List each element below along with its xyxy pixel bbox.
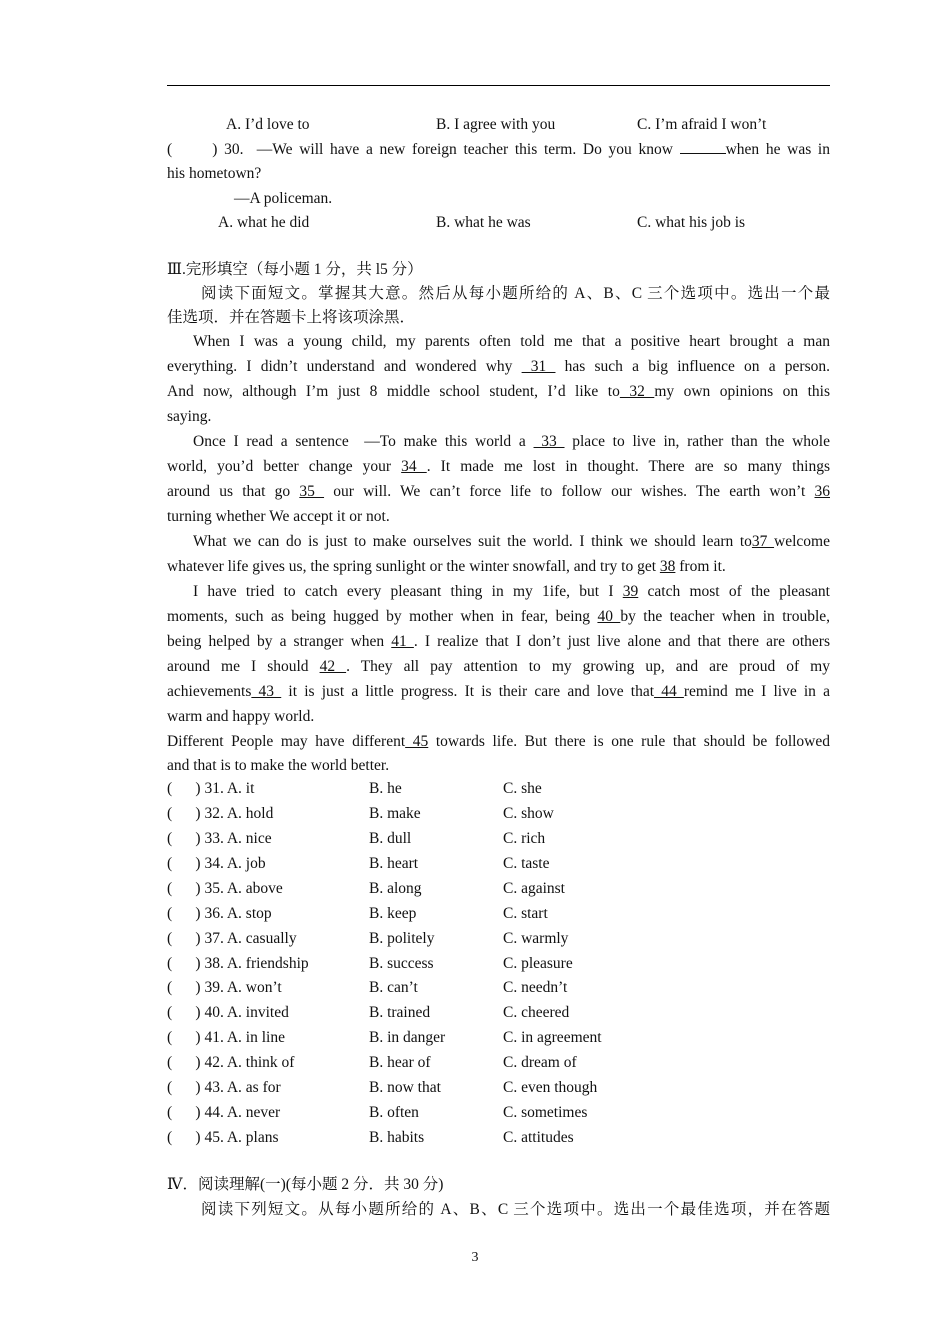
blank-33: 33 xyxy=(533,433,565,450)
q30-option-a: A. what he did xyxy=(218,214,310,231)
passage-line: achievements 43 it is just a little progress. It is their care and love that 44 remind me I live in a xyxy=(167,683,831,700)
blank-37: 37 xyxy=(751,533,775,550)
blank-42: 42 xyxy=(319,658,347,675)
question-42-num: ( ) 42. A. think of xyxy=(167,1054,295,1071)
question-38-c: C. pleasure xyxy=(503,955,573,972)
question-32-c: C. show xyxy=(503,805,554,822)
question-37-c: C. warmly xyxy=(503,930,569,947)
question-40-c: C. cheered xyxy=(503,1004,570,1021)
question-40-num: ( ) 40. A. invited xyxy=(167,1004,289,1021)
passage-line: being helped by a stranger when 41 . I realize that I don’t just live alone and that there are others xyxy=(167,633,830,650)
question-41-c: C. in agreement xyxy=(503,1029,602,1046)
question-43-b: B. now that xyxy=(369,1079,441,1096)
blank-44: 44 xyxy=(654,683,684,700)
passage-line: When I was a young child, my parents often told me that a positive heart brought a man xyxy=(193,333,830,350)
question-44-b: B. often xyxy=(369,1104,419,1121)
question-41-b: B. in danger xyxy=(369,1029,446,1046)
section3-instructions-1: 阅读下面短文。掌握其大意。然后从每小题所给的 A、B、C 三个选项中。选出一个最 xyxy=(201,285,830,302)
q30-stem-cont: his hometown? xyxy=(167,165,262,182)
passage-line: warm and happy world. xyxy=(167,708,315,725)
passage-line: What we can do is just to make ourselves suit the world. I think we should learn to37 welcome xyxy=(193,533,830,550)
question-31-num: ( ) 31. A. it xyxy=(167,780,255,797)
question-32-num: ( ) 32. A. hold xyxy=(167,805,274,822)
q30-answer: —A policeman. xyxy=(234,190,333,207)
question-34-num: ( ) 34. A. job xyxy=(167,855,266,872)
question-41-num: ( ) 41. A. in line xyxy=(167,1029,285,1046)
question-39-c: C. needn’t xyxy=(503,979,568,996)
question-45-c: C. attitudes xyxy=(503,1129,574,1146)
question-43-c: C. even though xyxy=(503,1079,598,1096)
blank-35: 35 xyxy=(299,483,325,500)
passage-line: Different People may have different 45 towards life. But there is one rule that should be followed xyxy=(167,733,831,750)
blank-34: 34 xyxy=(401,458,427,475)
question-44-c: C. sometimes xyxy=(503,1104,588,1121)
section4-instructions-1: 阅读下列短文。从每小题所给的 A、B、C 三个选项中。选出一个最佳选项，并在答题 xyxy=(201,1201,830,1218)
passage-line: saying. xyxy=(167,408,212,425)
question-39-b: B. can’t xyxy=(369,979,418,996)
q29-option-a: A. I’d love to xyxy=(226,116,310,133)
q30-stem-suffix: when he was in xyxy=(725,141,830,158)
passage-line: And now, although I’m just 8 middle school student, I’d like to 32 my own opinions on this xyxy=(167,383,831,400)
question-33-b: B. dull xyxy=(369,830,412,847)
question-43-num: ( ) 43. A. as for xyxy=(167,1079,281,1096)
section3-instructions-2: 佳选项．并在答题卡上将该项涂黑． xyxy=(167,309,416,326)
question-38-num: ( ) 38. A. friendship xyxy=(167,955,309,972)
question-34-b: B. heart xyxy=(369,855,419,872)
question-35-num: ( ) 35. A. above xyxy=(167,880,283,897)
question-36-num: ( ) 36. A. stop xyxy=(167,905,272,922)
q29-option-b: B. I agree with you xyxy=(436,116,556,133)
question-33-num: ( ) 33. A. nice xyxy=(167,830,272,847)
question-42-b: B. hear of xyxy=(369,1054,431,1071)
question-31-b: B. he xyxy=(369,780,402,797)
question-39-num: ( ) 39. A. won’t xyxy=(167,979,282,996)
blank-40: 40 xyxy=(597,608,621,625)
blank-41: 41 xyxy=(391,633,414,650)
question-35-b: B. along xyxy=(369,880,422,897)
passage-line: I have tried to catch every pleasant thing in my 1ife, but I 39 catch most of the pleasant xyxy=(193,583,830,600)
q30-stem-prefix: ( ) 30. —We will have a new foreign teacher this term. Do you know xyxy=(167,141,680,158)
question-36-c: C. start xyxy=(503,905,548,922)
passage-line: and that is to make the world better. xyxy=(167,757,390,774)
question-32-b: B. make xyxy=(369,805,421,822)
blank-32: 32 xyxy=(619,383,655,400)
question-33-c: C. rich xyxy=(503,830,546,847)
blank-36: 36 xyxy=(814,483,830,500)
blank-43: 43 xyxy=(251,683,282,700)
question-36-b: B. keep xyxy=(369,905,417,922)
passage-line: around me I should 42 . They all pay attention to my growing up, and are proud of my xyxy=(167,658,830,675)
q30-blank xyxy=(680,139,726,154)
question-37-b: B. politely xyxy=(369,930,435,947)
question-45-b: B. habits xyxy=(369,1129,425,1146)
passage-line: world, you’d better change your 34 . It made me lost in thought. There are so many things xyxy=(167,458,830,475)
q29-option-c: C. I’m afraid I won’t xyxy=(637,116,767,133)
passage-line: whatever life gives us, the spring sunlight or the winter snowfall, and try to get 38 from it. xyxy=(167,558,726,575)
blank-45: 45 xyxy=(405,733,429,750)
q30-option-c: C. what his job is xyxy=(637,214,746,231)
question-42-c: C. dream of xyxy=(503,1054,577,1071)
q30-option-b: B. what he was xyxy=(436,214,531,231)
page-number: 3 xyxy=(471,1250,479,1265)
passage-line: turning whether We accept it or not. xyxy=(167,508,390,525)
passage-line: moments, such as being hugged by mother when in fear, being 40 by the teacher when in trouble, xyxy=(167,608,830,625)
question-37-num: ( ) 37. A. casually xyxy=(167,930,297,947)
blank-31: 31 xyxy=(521,358,556,375)
passage-line: everything. I didn’t understand and wondered why 31 has such a big influence on a person. xyxy=(167,358,830,375)
question-31-c: C. she xyxy=(503,780,542,797)
question-44-num: ( ) 44. A. never xyxy=(167,1104,281,1121)
question-34-c: C. taste xyxy=(503,855,550,872)
question-35-c: C. against xyxy=(503,880,565,897)
header-rule xyxy=(167,85,830,86)
section4-heading: Ⅳ．阅读理解(一)(每小题 2 分．共 30 分) xyxy=(167,1176,444,1193)
question-45-num: ( ) 45. A. plans xyxy=(167,1129,279,1146)
section3-heading: Ⅲ.完形填空（每小题 1 分，共 l5 分） xyxy=(167,261,423,278)
question-38-b: B. success xyxy=(369,955,434,972)
question-40-b: B. trained xyxy=(369,1004,431,1021)
q30-stem xyxy=(167,139,830,160)
passage-line: around us that go 35 our will. We can’t force life to follow our wishes. The earth won’t 36 xyxy=(167,483,830,500)
blank-38: 38 xyxy=(659,558,676,575)
passage-line: Once I read a sentence —To make this world a 33 place to live in, rather than the whole xyxy=(193,433,830,450)
blank-39: 39 xyxy=(622,583,639,600)
